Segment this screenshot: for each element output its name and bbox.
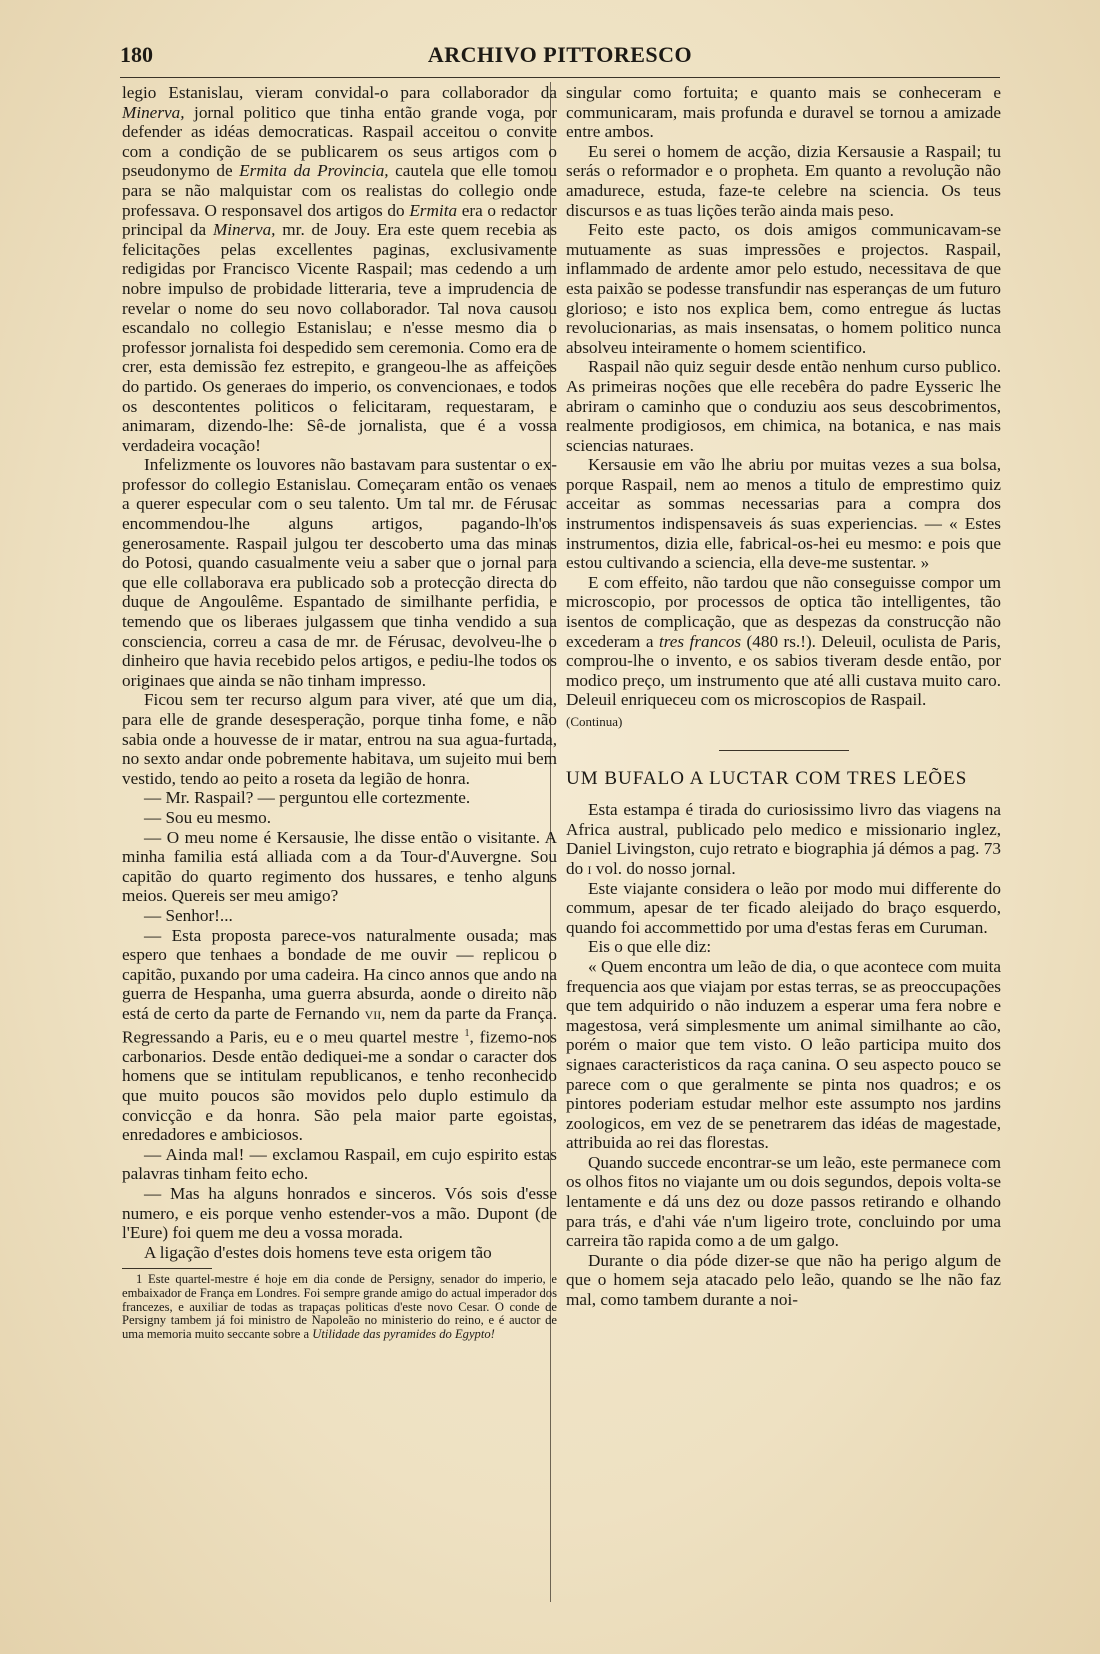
- text-run: Esta estampa é tirada do curiosissimo livro das viagens na Africa austral, publicado pelo medico e missionario inglez, Daniel Livingston, cujo retrato e biographia já démos a pag. 73 do: [566, 800, 1001, 878]
- text-run: era o redactor principal da: [122, 200, 557, 240]
- paragraph: Infelizmente os louvores não bastavam para sustentar o ex-professor do collegio Estanislau. Começaram então os venaes a querer especular com o seu talento. Um tal mr. de Férusac encommendou-lhe alguns artigos, pagando-lh'os generosamente. Raspail julgou ter descoberto uma das minas do Potosi, quando casualmente veiu a saber que o jornal para que elle collaborava era publicado sob a protecção directa do duque de Angoulême. Espantado de similhante perfidia, e temendo que os liberaes julgassem que tinha vendido a sua consciencia, correu a casa de mr. de Férusac, devolveu-lhe o dinheiro que havia recebido pelos artigos, e pediu-lhe todos os originaes que ainda se não tinham impresso.: [122, 455, 557, 690]
- dialogue-line: — Senhor!...: [144, 905, 233, 925]
- italic-run: Utilidade das pyramides do Egypto!: [312, 1326, 495, 1341]
- running-title: ARCHIVO PITTORESCO: [427, 42, 693, 67]
- text-run: jornal politico que tinha então grande voga, por defender as idéas democraticas. Raspail acceitou o convite com a condição de se publicarem os seus artigos com o pseudonymo de: [122, 102, 557, 181]
- text-run: (480 rs.!). Deleuil, oculista de Paris, comprou-lhe o invento, e os sabios tiveram desde então, por modico preço, um instrumento que até alli custava muito caro. Deleuil enriqueceu com os microscopios de Raspail.: [566, 631, 1001, 710]
- paragraph: Ficou sem ter recurso algum para viver, até que um dia, para elle de grande desesperação, porque tinha fome, e não sabia onde a houvesse de ir matar, entrou na sua agua-furtada, no sexto andar onde pobremente habitava, um sujeito mui bem vestido, tendo ao peito a roseta da legião de honra.: [122, 690, 557, 788]
- paragraph: [122, 83, 557, 455]
- footnote-rule: [122, 1268, 212, 1269]
- paragraph: Kersausie em vão lhe abriu por muitas vezes a sua bolsa, porque Raspail, nem ao menos a titulo de emprestimo quiz acceitar as sommas necessarias para a compra dos instrumentos indispensaveis ás suas experiencias. — « Estes instrumentos, dizia elle, fabrical-os-hei eu mesmo: e pois que estou cultivando a sciencia, ella deve-me sustentar. »: [566, 455, 1001, 573]
- paragraph: [566, 800, 1001, 878]
- footnote-marker: 1: [464, 1027, 470, 1039]
- text-run: E com effeito, não tardou que não conseguisse compor um microscopio, por processos de optica tão intelligentes, tão isentos de complicação, que as despezas da construcção não excederam a: [566, 572, 1001, 651]
- left-column: [122, 83, 557, 1341]
- text-run: , nem da parte da França. Regressando a Paris, eu e o meu quartel mestre: [122, 1003, 557, 1047]
- paragraph: [566, 573, 1001, 710]
- section-rule: [719, 750, 849, 751]
- paragraph: « Quem encontra um leão de dia, o que acontece com muita frequencia aos que viajam por estas terras, se as preoccupações que tem adquirido o não induzem a esperar uma fera nobre e magestosa, verá simplesmente um animal similhante ao cão, porém o maior que tem visto. O leão participa muito dos signaes caracteristicos da raça canina. O seu aspecto pouco se parece com o que geralmente se pinta nos quadros; e os pintores poderiam estudar melhor este assumpto nos jardins zoologicos, em vez de se penetrarem das idéas de magestade, attribuida ao rei das florestas.: [566, 956, 1001, 1153]
- italic-run: Ermita: [409, 200, 458, 220]
- article-title: UM BUFALO A LUCTAR COM TRES LEÕES: [566, 767, 968, 789]
- dialogue-line: — Mas ha alguns honrados e sinceros. Vós sois d'esse numero, e eis porque venho estender-vos a mão. Dupont (de l'Eure) foi quem me deu a vossa morada.: [122, 1183, 557, 1243]
- right-column: [566, 83, 1001, 1310]
- dialogue-line: — Sou eu mesmo.: [144, 807, 271, 827]
- text-run: cautela que elle tomou para se não malquistar com os realistas do collegio onde professava. O responsavel dos artigos do: [122, 161, 557, 220]
- text-run: legio Estanislau, vieram convidal-o para collaborador da: [122, 83, 557, 102]
- dialogue-line: — Mr. Raspail? — perguntou elle cortezmente.: [144, 788, 471, 808]
- volume-number: i: [587, 858, 592, 878]
- page-number: 180: [120, 42, 153, 67]
- text-run: mr. de Jouy. Era este quem recebia as felicitações pelas excellentes paginas, exclusivamente redigidas por Francisco Vicente Raspail; mas cedendo a um nobre impulso de probidade litteraria, teve a imprudencia de revelar o nome do seu novo collaborador. Tal nova causou escandalo no collegio Estanislau; e n'esse mesmo dia o professor jornalista foi despedido sem ceremonia. Como era de crer, esta demissão fez estrepito, e grangeou-lhe as affeições do partido. Os generaes do imperio, os convencionaes, e todos os descontentes politicos o felicitaram, requestaram, e animaram, dizendo-lhe: Sê-de jornalista, que é a vossa verdadeira vocação!: [122, 220, 558, 455]
- paragraph: Este viajante considera o leão por modo mui differente do commum, apesar de ter ficado aleijado do braço esquerdo, quando foi accommettido por uma d'estas feras em Curuman.: [566, 878, 1001, 937]
- regnal-number: vii: [364, 1003, 382, 1023]
- footnote: [122, 1273, 557, 1341]
- text-run: , fizemo-nos carbonarios. Desde então dediquei-me a sondar o caracter dos homens que se intitulam republicanos, e tenho reconhecido que muito poucos são movidos pelo duplo estimulo da convicção e da honra. São pela maior parte egoistas, enredadores e ambiciosos.: [122, 1027, 557, 1145]
- dialogue-line: [122, 926, 557, 1145]
- header-rule: [120, 77, 1000, 78]
- page-header: [120, 42, 1000, 76]
- dialogue-line: — O meu nome é Kersausie, lhe disse então o visitante. A minha familia está alliada com a da Tour-d'Auvergne. Sou capitão do quarto regimento dos hussares, e tenho alguns meios. Quereis ser meu amigo?: [122, 827, 557, 906]
- paragraph: Raspail não quiz seguir desde então nenhum curso publico. As primeiras noções que elle recebêra do padre Eysseric lhe abriram o caminho que o conduziu aos seus descobrimentos, realmente prodigiosos, em chimica, na botanica, e nas mais sciencias naturaes.: [566, 357, 1001, 455]
- italic-run: Ermita da Provincia,: [239, 161, 389, 181]
- dialogue-line: — Ainda mal! — exclamou Raspail, em cujo espirito estas palavras tinham feito echo.: [122, 1144, 557, 1184]
- paragraph: Eis o que elle diz:: [588, 937, 712, 957]
- italic-run: Minerva,: [122, 102, 185, 122]
- text-run: — Esta proposta parece-vos naturalmente ousada; mas espero que tenhaes a bondade de me ouvir — replicou o capitão, puxando por uma cadeira. Ha cinco annos que ando na guerra de Hespanha, uma guerra absurda, aonde o direito não está de certo da parte de Fernando: [122, 925, 557, 1023]
- text-run: vol. do nosso jornal.: [591, 858, 736, 878]
- italic-run: tres francos: [658, 631, 742, 651]
- text-run: 1 Este quartel-mestre é hoje em dia conde de Persigny, senador do imperio, e embaixador de França em Londres. Foi sempre grande amigo do actual imperador dos francezes, e auxiliar de todas as trapaças politicas d'este novo Cesar. O conde de Persigny tambem já foi ministro de Napoleão no ministerio do reino, e é auctor de uma memoria muito seccante sobre a: [122, 1272, 557, 1341]
- paragraph: Feito este pacto, os dois amigos communicavam-se mutuamente as suas impressões e projectos. Raspail, inflammado de ardente amor pelo estudo, necessitava de que esta paixão se podesse transfundir nas esperanças de um futuro glorioso; e isto nos explica bem, como entregue ás luctas revolucionarias, as mais insensatas, o homem politico nunca absolveu inteiramente o homem scientifico.: [566, 220, 1001, 357]
- paragraph: A ligação d'estes dois homens teve esta origem tão: [144, 1242, 492, 1262]
- paragraph: Eu serei o homem de acção, dizia Kersausie a Raspail; tu serás o reformador e o propheta. Em quanto a revolução não amadurece, estuda, faze-te celebre na sciencia. Os teus discursos e as tuas lições terão ainda mais peso.: [566, 141, 1001, 220]
- italic-run: Minerva,: [212, 220, 276, 240]
- paragraph: Quando succede encontrar-se um leão, este permanece com os olhos fitos no viajante um ou dois segundos, depois volta-se lentamente e dá uns dez ou doze passos retirando e olhando para trás, e d'ahi váe n'um ligeiro trote, concluindo por uma carreira tão rapida como a de um galgo.: [566, 1152, 1001, 1251]
- paragraph: singular como fortuita; e quanto mais se conheceram e communicaram, mais profunda e duravel se tornou a amizade entre ambos.: [566, 83, 1001, 142]
- paragraph: Durante o dia póde dizer-se que não ha perigo algum de que o homem seja atacado pelo leão, quando se lhe não faz mal, como tambem durante a noi-: [566, 1250, 1001, 1310]
- continued-note: (Continua): [566, 714, 623, 729]
